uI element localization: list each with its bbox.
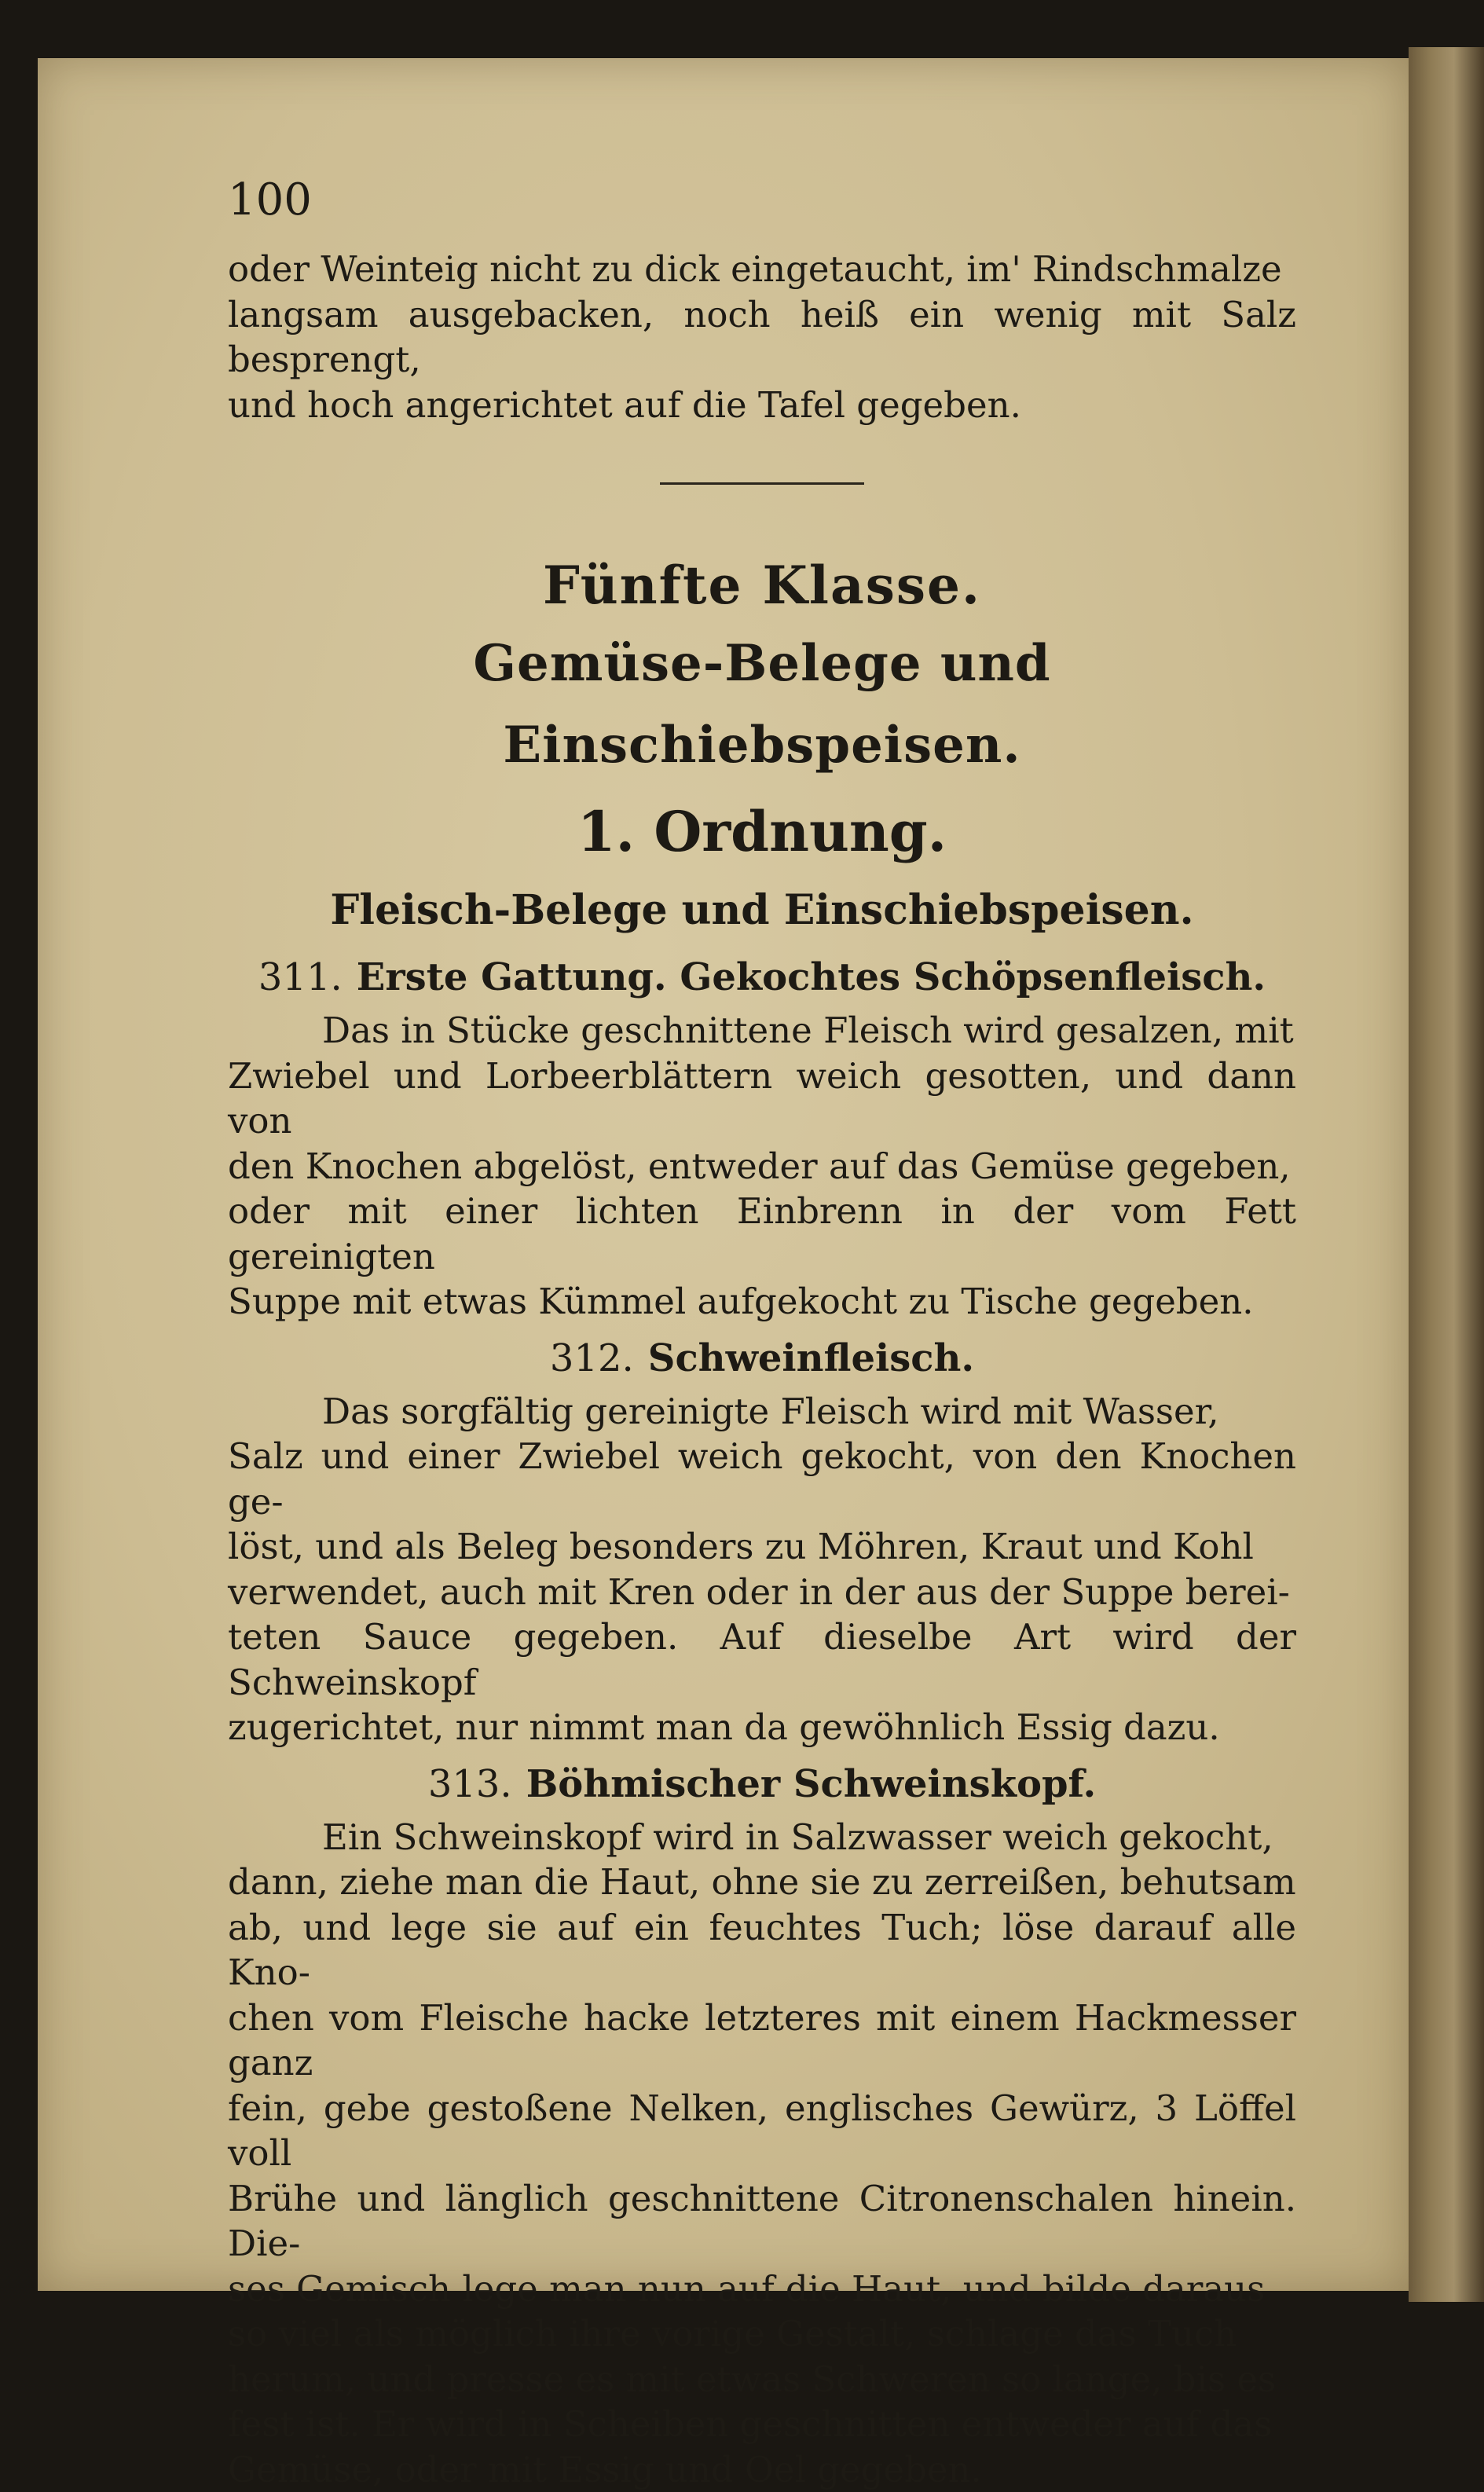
page-number: 100	[228, 173, 1296, 228]
page-content	[228, 173, 1296, 2492]
recipe-heading	[228, 1758, 1296, 1810]
text-line: Das in Stücke geschnittene Fleisch wird gesalzen, mit	[228, 1008, 1296, 1054]
text-line: chen vom Fleische hacke letzteres mit einem Hackmesser ganz	[228, 1995, 1296, 2086]
text-line: oder Weinteig nicht zu dick eingetaucht, im' Rindschmalze	[228, 247, 1296, 292]
order-heading: 1. Ordnung.	[228, 786, 1296, 878]
intro-paragraph	[228, 247, 1296, 427]
recipe-311	[228, 951, 1296, 1325]
recipe-312	[228, 1332, 1296, 1750]
text-line: Das sorgfältig gereinigte Fleisch wird mit Wasser,	[228, 1389, 1296, 1435]
recipe-heading	[228, 1332, 1296, 1384]
text-line: zugerichtet, nur nimmt man da gewöhnlich Essig dazu.	[228, 1705, 1296, 1750]
text-line: teten Sauce gegeben. Auf dieselbe Art wird der Schweinskopf	[228, 1614, 1296, 1705]
text-line: löst, und als Beleg besonders zu Möhren, Kraut und Kohl	[228, 1524, 1296, 1570]
text-line: fein, gebe gestoßene Nelken, englisches Gewürz, 3 Löffel voll	[228, 2086, 1296, 2176]
text-line: dann, ziehe man die Haut, ohne sie zu zerreißen, behutsam	[228, 1860, 1296, 1905]
text-line: Brühe und länglich geschnittene Citronenschalen hinein. Die-	[228, 2176, 1296, 2267]
text-line: oder mit einer lichten Einbrenn in der vom Fett gereinigten	[228, 1189, 1296, 1279]
text-line: Gemüse, oder mit Essig und Oel gegeben.	[228, 2447, 1296, 2492]
text-line: Ein Schweinskopf wird in Salzwasser weich gekocht,	[228, 1815, 1296, 1860]
book-spine	[1409, 47, 1484, 2302]
section-divider	[660, 482, 864, 485]
recipe-number: 311.	[258, 955, 343, 999]
text-line: Suppe mit etwas Kümmel aufgekocht zu Tische gegeben.	[228, 1279, 1296, 1325]
recipe-number: 312.	[550, 1336, 634, 1380]
text-line: Salz und einer Zwiebel weich gekocht, von den Knochen ge-	[228, 1434, 1296, 1524]
text-line: so viel als möglich ihre vorige Gestalt, schlage das Tuch	[228, 2311, 1296, 2357]
recipe-title: Schweinfleisch.	[648, 1336, 974, 1380]
text-line: Zwiebel und Lorbeerblättern weich gesotten, und dann von	[228, 1054, 1296, 1144]
text-line: und hoch angerichtet auf die Tafel gegeben.	[228, 383, 1296, 428]
text-line: herum, und presse es mit etwas Schweren so lange, bis es	[228, 2357, 1296, 2402]
section-heading: Fleisch-Belege und Einschiebspeisen.	[228, 878, 1296, 944]
recipe-title: Böhmischer Schweinskopf.	[526, 1762, 1096, 1806]
text-line: ses Gemisch lege man nun auf die Haut, und bilde daraus	[228, 2267, 1296, 2312]
text-line: ab, und lege sie auf ein feuchtes Tuch; löse darauf alle Kno-	[228, 1905, 1296, 1995]
text-line: verwendet, auch mit Kren oder in der aus der Suppe berei-	[228, 1570, 1296, 1615]
text-line: langsam ausgebacken, noch heiß ein wenig mit Salz besprengt,	[228, 292, 1296, 383]
recipe-number: 313.	[428, 1762, 512, 1806]
class-heading: Fünfte Klasse.	[228, 548, 1296, 623]
text-line: den Knochen abgelöst, entweder auf das Gemüse gegeben,	[228, 1144, 1296, 1189]
text-line: fest ist. Er wird in Scheiben geschnitten entweder auf das	[228, 2402, 1296, 2447]
recipe-313	[228, 1758, 1296, 2492]
class-subtitle: Gemüse-Belege und Einschiebspeisen.	[228, 623, 1296, 786]
recipe-heading	[228, 951, 1296, 1003]
recipe-title: Erste Gattung. Gekochtes Schöpsenfleisch.	[357, 955, 1266, 999]
